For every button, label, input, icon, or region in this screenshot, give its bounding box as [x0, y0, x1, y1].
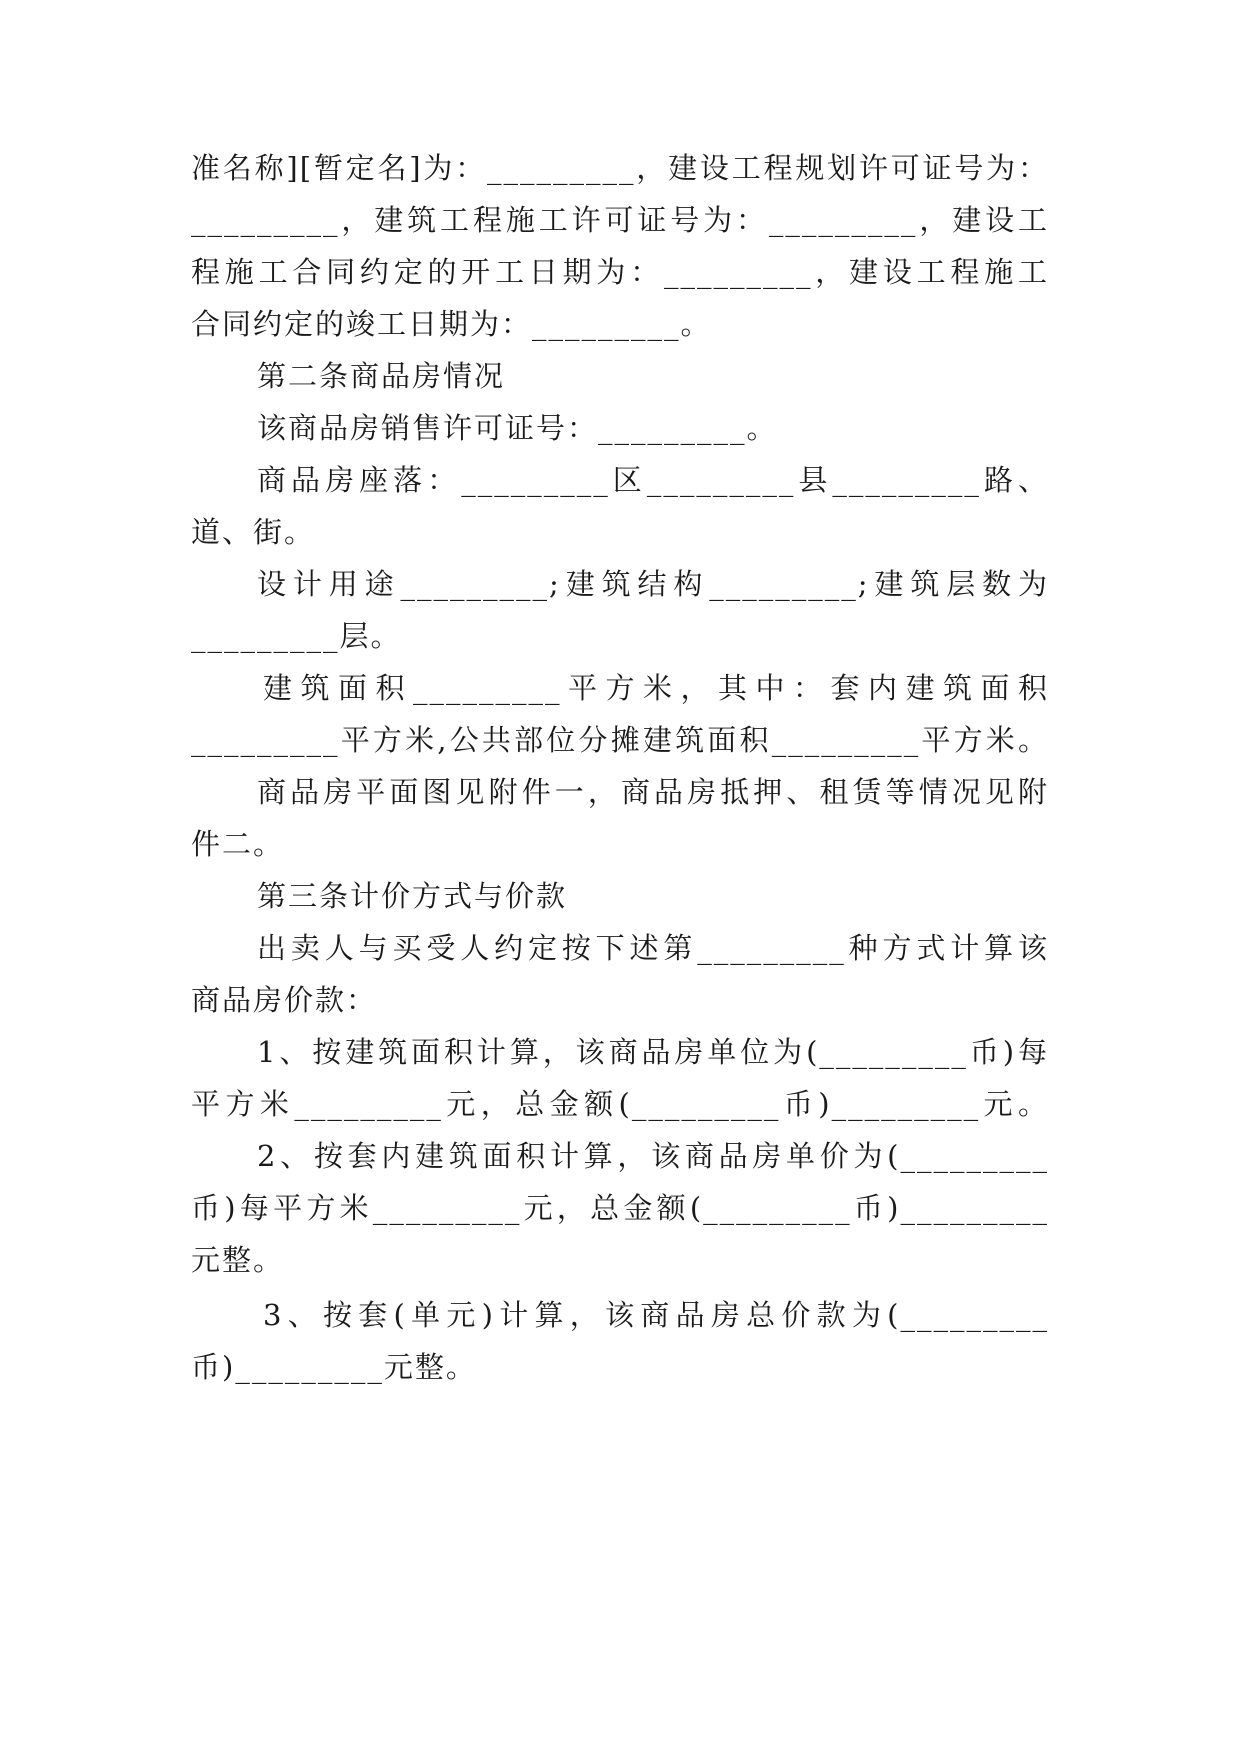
text-line-floors: _________层。: [191, 619, 402, 653]
text-line-option-2-cont: 币)每平方米_________元，总金额(_________币)_________: [191, 1191, 1049, 1225]
text-line-floor-area: 建筑面积_________平方米，其中：套内建筑面积: [263, 671, 1049, 705]
text-line-location: 商品房座落：_________区_________县_________路、: [257, 463, 1049, 497]
text-line-permit-numbers: _________，建筑工程施工许可证号为：_________，建设工: [191, 203, 1049, 237]
text-line-option-3: 3、按套(单元)计算，该商品房总价款为(_________: [263, 1298, 1049, 1332]
text-line-option-2: 2、按套内建筑面积计算，该商品房单价为(_________: [257, 1139, 1049, 1173]
text-line-design-use: 设计用途_________;建筑结构_________;建筑层数为: [257, 567, 1049, 601]
text-line-sales-permit: 该商品房销售许可证号：_________。: [257, 411, 778, 445]
text-line-option-3-end: 币)_________元整。: [191, 1350, 477, 1384]
text-line-option-1: 1、按建筑面积计算，该商品房单位为(_________币)每: [257, 1035, 1049, 1069]
text-line-project-name: 准名称][暂定名]为：_________，建设工程规划许可证号为：: [191, 151, 1049, 185]
text-line-pricing-method-end: 商品房价款：: [191, 983, 378, 1017]
section-heading-article-3: 第三条计价方式与价款: [257, 879, 568, 913]
text-line-attachment-2: 件二。: [191, 827, 285, 861]
text-line-pricing-method: 出卖人与买受人约定按下述第_________种方式计算该: [257, 931, 1049, 965]
text-line-option-1-end: 平方米_________元，总金额(_________币)_________元。: [191, 1087, 1049, 1121]
text-line-start-date: 程施工合同约定的开工日期为：_________，建设工程施工: [191, 255, 1049, 289]
section-heading-article-2: 第二条商品房情况: [257, 359, 506, 393]
text-line-completion-date: 合同约定的竣工日期为：_________。: [191, 307, 712, 341]
text-line-shared-area: _________平方米,公共部位分摊建筑面积_________平方米。: [191, 723, 1049, 757]
text-line-floor-plan: 商品房平面图见附件一，商品房抵押、租赁等情况见附: [257, 775, 1049, 809]
text-line-location-end: 道、街。: [191, 515, 316, 549]
text-line-option-2-end: 元整。: [191, 1243, 285, 1277]
